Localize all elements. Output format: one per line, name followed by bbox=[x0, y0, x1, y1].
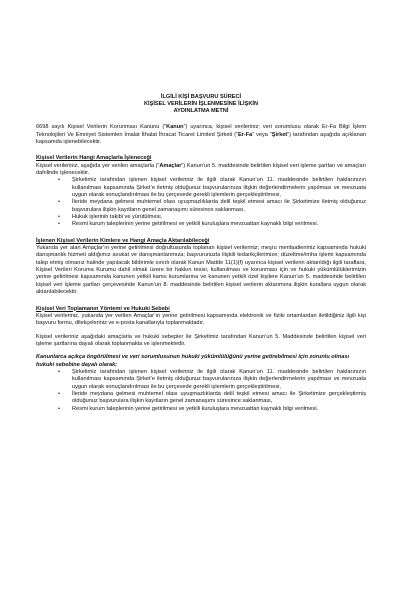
list-item: • İleride meydana gelmesi muhtemel olası uyuşmazlıklarda delil teşkil etmesi amacı ile Şirketimize gerçekleştirmiş olduğunuz başvurulara ilişkin kayıtların genel zamanaşımı süresince saklanması, bbox=[72, 391, 366, 406]
intro-term-erfa: Er-Fa bbox=[237, 131, 253, 138]
intro-term-kanun: Kanun bbox=[166, 124, 184, 131]
title-line-1: İLGİLİ KİŞİ BAŞVURU SÜRECİ bbox=[160, 94, 242, 100]
section-3-list bbox=[36, 369, 366, 413]
section-2-paragraph: Yukarıda yer alan Amaçlar’ın yerine getirilmesi doğrultusunda toplanan kişisel verileriniz; meşru menfaatlerimiz kapsamında hukuki danışmanlık hizmeti aldığımız avukat ve danışmanlarımıza; başvurunuzla ilişkili tedarikçilerimize; düzeltme/imha işlemi kapsamında talep etmiş olmanız halinde yapılacak bildirimle sınırlı olarak Kanun Madde 11(1)(f) uyarınca kişisel verilerin aktarıldığı ilgili taraflara, Kişisel Verileri Koruma Kurumu dahil olmak üzere bir hakkın tesisi, kullanılması ve korunması için ve hukuki yükümlülüklerimizin yerine getirilmesi kapsamında kanunen yetkili kamu kurumlarına ve kanunen yetkili özel kişilere Kanun’un 5. maddesinde belirtilen kişisel veri işleme şartları çerçevesinde Kanun’un 8. maddesinde belirtilen kişisel verilerin aktarımına ilişkin kurallara uygun olarak aktarılabilecektir. bbox=[36, 245, 366, 296]
section-1-paragraph bbox=[36, 163, 366, 178]
list-item: • Resmi kurum taleplerinin yerine getirilmesi ve yetkili kuruluşlara mevzuattan kaynaklı bilgi verilmesi. bbox=[72, 406, 366, 413]
title-line-3: AYDINLATMA METNİ bbox=[173, 108, 229, 115]
list-item: • İleride meydana gelmesi muhtemel olası uyuşmazlıklarda delil teşkil etmesi amacı ile Şirketimize iletmiş olduğunuz başvurulara ilişkin kayıtların genel zamanaşımı süresince saklanması, bbox=[72, 199, 366, 214]
section-3-subheading: Kanunlarca açıkça öngörülmesi ve veri sorumlusunun hukuki yükümlülüğünü yerine getirebilmesi için zorunlu olması hukuki sebebine dayalı olarak; bbox=[36, 354, 350, 368]
intro-paragraph bbox=[36, 124, 366, 146]
document-page bbox=[36, 94, 366, 413]
section-1-heading: Kişisel Verilerin Hangi Amaçlarla İşleneceği bbox=[36, 155, 152, 162]
section-1-list bbox=[36, 177, 366, 228]
section-2-heading: İşlenen Kişisel Verilerin Kimlere ve Hangi Amaçla Aktarılabileceği bbox=[36, 237, 210, 244]
intro-text-4: ”) tarafından aşağıda açıklanan kapsamda işlenebilecektir. bbox=[36, 131, 366, 145]
section-3-paragraph-2: Kişisel verileriniz aşağıdaki amaçlarla ve hukuki sebepler ile Şirketimiz tarafından Kanun’un 5. Maddesinde belirtilen kişisel veri işleme şartlarına dayalı olarak toplanmakta ve işlenmektedir. bbox=[36, 333, 366, 347]
section-3-heading: Kişisel Veri Toplamanın Yöntemi ve Hukuki Sebebi bbox=[36, 305, 170, 312]
title-line-2: KİŞİSEL VERİLERİN İŞLENMESİNE İLİŞKİN bbox=[144, 101, 258, 108]
list-item: • Hukuk işlerinin takibi ve yürütülmesi, bbox=[72, 214, 366, 221]
section-1-text-1: Kişisel verileriniz, aşağıda yer verilen amaçlarla (“ bbox=[36, 162, 160, 169]
list-item: • Şirketimiz tarafından işlenen kişisel verileriniz ile ilgili olarak Kanun’un 11. maddesinde belirtilen haklarınızın kullanılması kapsamında Şirket’e iletmiş olduğunuz başvurularınıza ilişkin değerlendirmelerin yapılması ve mevzuata uygun olarak sonuçlandırılması ile bu çerçevede gerekli işlemlerin gerçekleştirilmesi, bbox=[72, 369, 366, 391]
intro-text-3: ” veya “ bbox=[252, 131, 272, 138]
section-1-text-2: ”) Kanun’un 5. maddesinde belirtilen kişisel veri işleme şartları ve amaçları dahilinde işlenecektir. bbox=[36, 162, 366, 176]
document-title bbox=[36, 94, 366, 115]
section-1-term-amaclar: Amaçlar bbox=[159, 162, 182, 169]
list-item: • Şirketimiz tarafından işlenen kişisel verileriniz ile ilgili olarak Kanun’un 11. maddesinde belirtilen haklarınızın kullanılması kapsamında Şirket’e iletmiş olduğunuz başvurularınıza ilişkin değerlendirmelerin yapılması ve mevzuata uygun olarak sonuçlandırılması ile bu çerçevede gerekli işlemlerin gerçekleştirilmesi, bbox=[72, 177, 366, 199]
list-item: • Resmi kurum taleplerinin yerine getirilmesi ve yetkili kuruluşlara mevzuattan kaynaklı bilgi verilmesi. bbox=[72, 221, 366, 228]
intro-term-sirket: Şirket bbox=[271, 131, 288, 138]
section-3-paragraph-1: Kişisel verileriniz, yukarıda yer verilen Amaçlar’ın yerine getirilmesi kapsamında elektronik ve fiziki ortamlardan iletildiğiniz ilgili kişi başvuru formu, dilekçeleriniz ve e-posta kanallarıyla toplanmaktadır. bbox=[36, 312, 366, 327]
intro-text-1: 6698 sayılı Kişisel Verilerin Korunması Kanunu (“ bbox=[36, 124, 167, 131]
intro-text-2: ”) uyarınca, kişisel verileriniz; veri sorumlusu olarak Er-Fa Bilgi İşlem Teknolojileri Ve Emniyet Sistemleri İmalat İthalat İhracat Ticaret Limited Şirketi (“ bbox=[36, 124, 366, 138]
